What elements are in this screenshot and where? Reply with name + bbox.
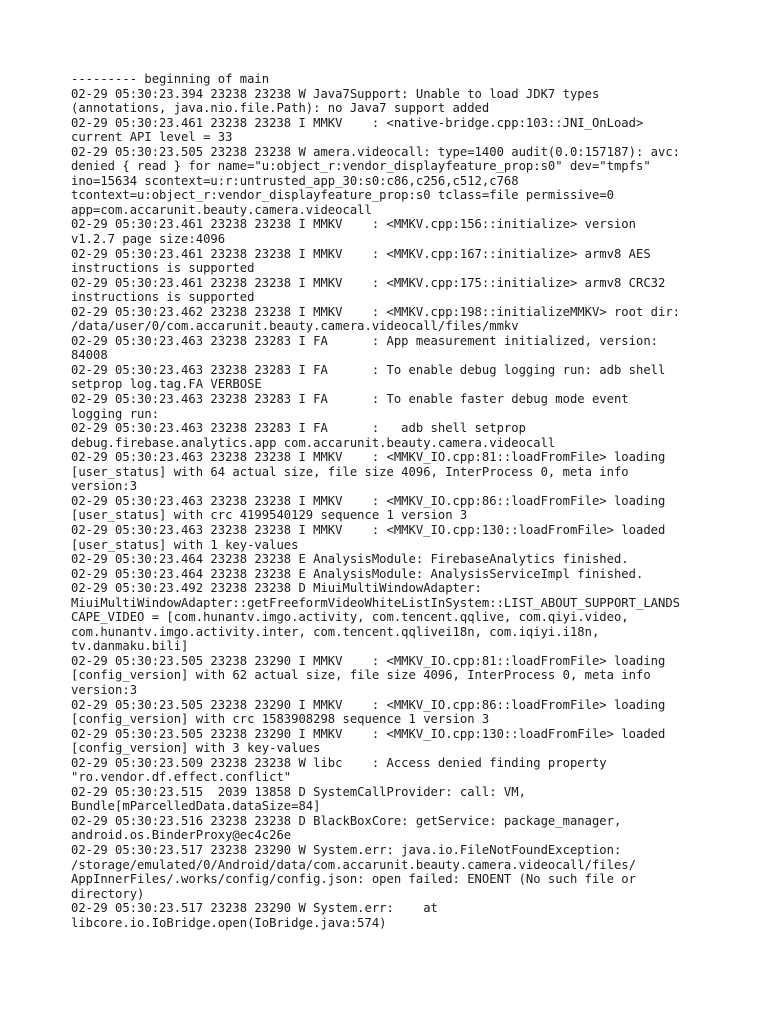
log-line: 02-29 05:30:23.463 23238 23283 I FA : To enable faster debug mode event (71, 392, 629, 407)
log-line: 02-29 05:30:23.505 23238 23238 W amera.videocall: type=1400 audit(0.0:157187): avc: (71, 144, 681, 159)
log-line: MiuiMultiWindowAdapter::getFreeformVideoWhiteListInSystem::LIST_ABOUT_SUPPORT_LANDS (71, 595, 681, 610)
log-line: 02-29 05:30:23.492 23238 23238 D MiuiMultiWindowAdapter: (71, 581, 482, 596)
log-line: 02-29 05:30:23.505 23238 23290 I MMKV : <MMKV_IO.cpp:130::loadFromFile> loaded (71, 726, 666, 741)
log-line: AppInnerFiles/.works/config/config.json: open failed: ENOENT (No such file or (71, 872, 636, 887)
log-line: 02-29 05:30:23.463 23238 23283 I FA : App measurement initialized, version: (71, 333, 658, 348)
log-line: [user_status] with 1 key-values (71, 537, 299, 552)
log-line: [config_version] with 3 key-values (71, 741, 321, 756)
log-line: 02-29 05:30:23.463 23238 23238 I MMKV : <MMKV_IO.cpp:130::loadFromFile> loaded (71, 522, 666, 537)
log-line: 02-29 05:30:23.515 2039 13858 D SystemCallProvider: call: VM, (71, 784, 526, 799)
log-line: instructions is supported (71, 290, 255, 305)
log-line: 84008 (71, 348, 108, 363)
log-line: 02-29 05:30:23.462 23238 23238 I MMKV : <MMKV.cpp:198::initializeMMKV> root dir: (71, 304, 681, 319)
log-line: 02-29 05:30:23.463 23238 23238 I MMKV : <MMKV_IO.cpp:86::loadFromFile> loading (71, 493, 666, 508)
log-line: ino=15634 scontext=u:r:untrusted_app_30:s0:c86,c256,c512,c768 (71, 173, 519, 188)
log-line: 02-29 05:30:23.505 23238 23290 I MMKV : <MMKV_IO.cpp:86::loadFromFile> loading (71, 697, 666, 712)
log-line: tv.danmaku.bili] (71, 639, 189, 654)
log-line: 02-29 05:30:23.509 23238 23238 W libc : Access denied finding property (71, 755, 607, 770)
log-line: app=com.accarunit.beauty.camera.videocall (71, 202, 372, 217)
log-line: libcore.io.IoBridge.open(IoBridge.java:574) (71, 915, 387, 930)
log-line: (annotations, java.nio.file.Path): no Java7 support added (71, 101, 490, 116)
log-line: 02-29 05:30:23.463 23238 23238 I MMKV : <MMKV_IO.cpp:81::loadFromFile> loading (71, 450, 666, 465)
log-line: 02-29 05:30:23.517 23238 23290 W System.err: at (71, 901, 438, 916)
log-line: 02-29 05:30:23.516 23238 23238 D BlackBoxCore: getService: package_manager, (71, 813, 622, 828)
log-line: 02-29 05:30:23.461 23238 23238 I MMKV : <MMKV.cpp:156::initialize> version (71, 217, 636, 232)
log-line: directory) (71, 886, 145, 901)
log-line: 02-29 05:30:23.463 23238 23283 I FA : To enable debug logging run: adb shell (71, 362, 666, 377)
log-line: /storage/emulated/0/Android/data/com.accarunit.beauty.camera.videocall/files/ (71, 857, 636, 872)
log-line: [user_status] with 64 actual size, file size 4096, InterProcess 0, meta info (71, 464, 629, 479)
log-line: CAPE_VIDEO = [com.hunantv.imgo.activity, com.tencent.qqlive, com.qiyi.video, (71, 610, 629, 625)
log-line: "ro.vendor.df.effect.conflict" (71, 770, 292, 785)
log-line: com.hunantv.imgo.activity.inter, com.tencent.qqlivei18n, com.iqiyi.i18n, (71, 624, 600, 639)
log-line: version:3 (71, 479, 138, 494)
log-line: Bundle[mParcelledData.dataSize=84] (71, 799, 321, 814)
log-line: current API level = 33 (71, 130, 233, 145)
log-line: android.os.BinderProxy@ec4c26e (71, 828, 292, 843)
log-line: debug.firebase.analytics.app com.accarunit.beauty.camera.videocall (71, 435, 556, 450)
log-line: /data/user/0/com.accarunit.beauty.camera.videocall/files/mmkv (71, 319, 519, 334)
log-line: [user_status] with crc 4199540129 sequence 1 version 3 (71, 508, 468, 523)
log-line: 02-29 05:30:23.461 23238 23238 I MMKV : <MMKV.cpp:175::initialize> armv8 CRC32 (71, 275, 666, 290)
log-line: denied { read } for name="u:object_r:vendor_displayfeature_prop:s0" dev="tmpfs" (71, 159, 651, 174)
log-line: 02-29 05:30:23.394 23238 23238 W Java7Support: Unable to load JDK7 types (71, 86, 600, 101)
log-line: instructions is supported (71, 261, 255, 276)
log-line: v1.2.7 page size:4096 (71, 232, 226, 247)
log-line: 02-29 05:30:23.461 23238 23238 I MMKV : <native-bridge.cpp:103::JNI_OnLoad> (71, 115, 644, 130)
log-line: logging run: (71, 406, 160, 421)
log-line: [config_version] with 62 actual size, file size 4096, InterProcess 0, meta info (71, 668, 651, 683)
log-line: 02-29 05:30:23.464 23238 23238 E AnalysisModule: FirebaseAnalytics finished. (71, 552, 629, 567)
log-line: [config_version] with crc 1583908298 sequence 1 version 3 (71, 712, 490, 727)
log-text (71, 72, 711, 930)
log-line: setprop log.tag.FA VERBOSE (71, 377, 262, 392)
log-line: 02-29 05:30:23.505 23238 23290 I MMKV : <MMKV_IO.cpp:81::loadFromFile> loading (71, 653, 666, 668)
log-line: 02-29 05:30:23.463 23238 23283 I FA : adb shell setprop (71, 421, 526, 436)
log-line: version:3 (71, 682, 138, 697)
log-line: 02-29 05:30:23.464 23238 23238 E AnalysisModule: AnalysisServiceImpl finished. (71, 566, 644, 581)
log-line: 02-29 05:30:23.461 23238 23238 I MMKV : <MMKV.cpp:167::initialize> armv8 AES (71, 246, 651, 261)
log-line: tcontext=u:object_r:vendor_displayfeature_prop:s0 tclass=file permissive=0 (71, 188, 614, 203)
log-line: --------- beginning of main (71, 72, 270, 86)
log-line: 02-29 05:30:23.517 23238 23290 W System.err: java.io.FileNotFoundException: (71, 842, 622, 857)
